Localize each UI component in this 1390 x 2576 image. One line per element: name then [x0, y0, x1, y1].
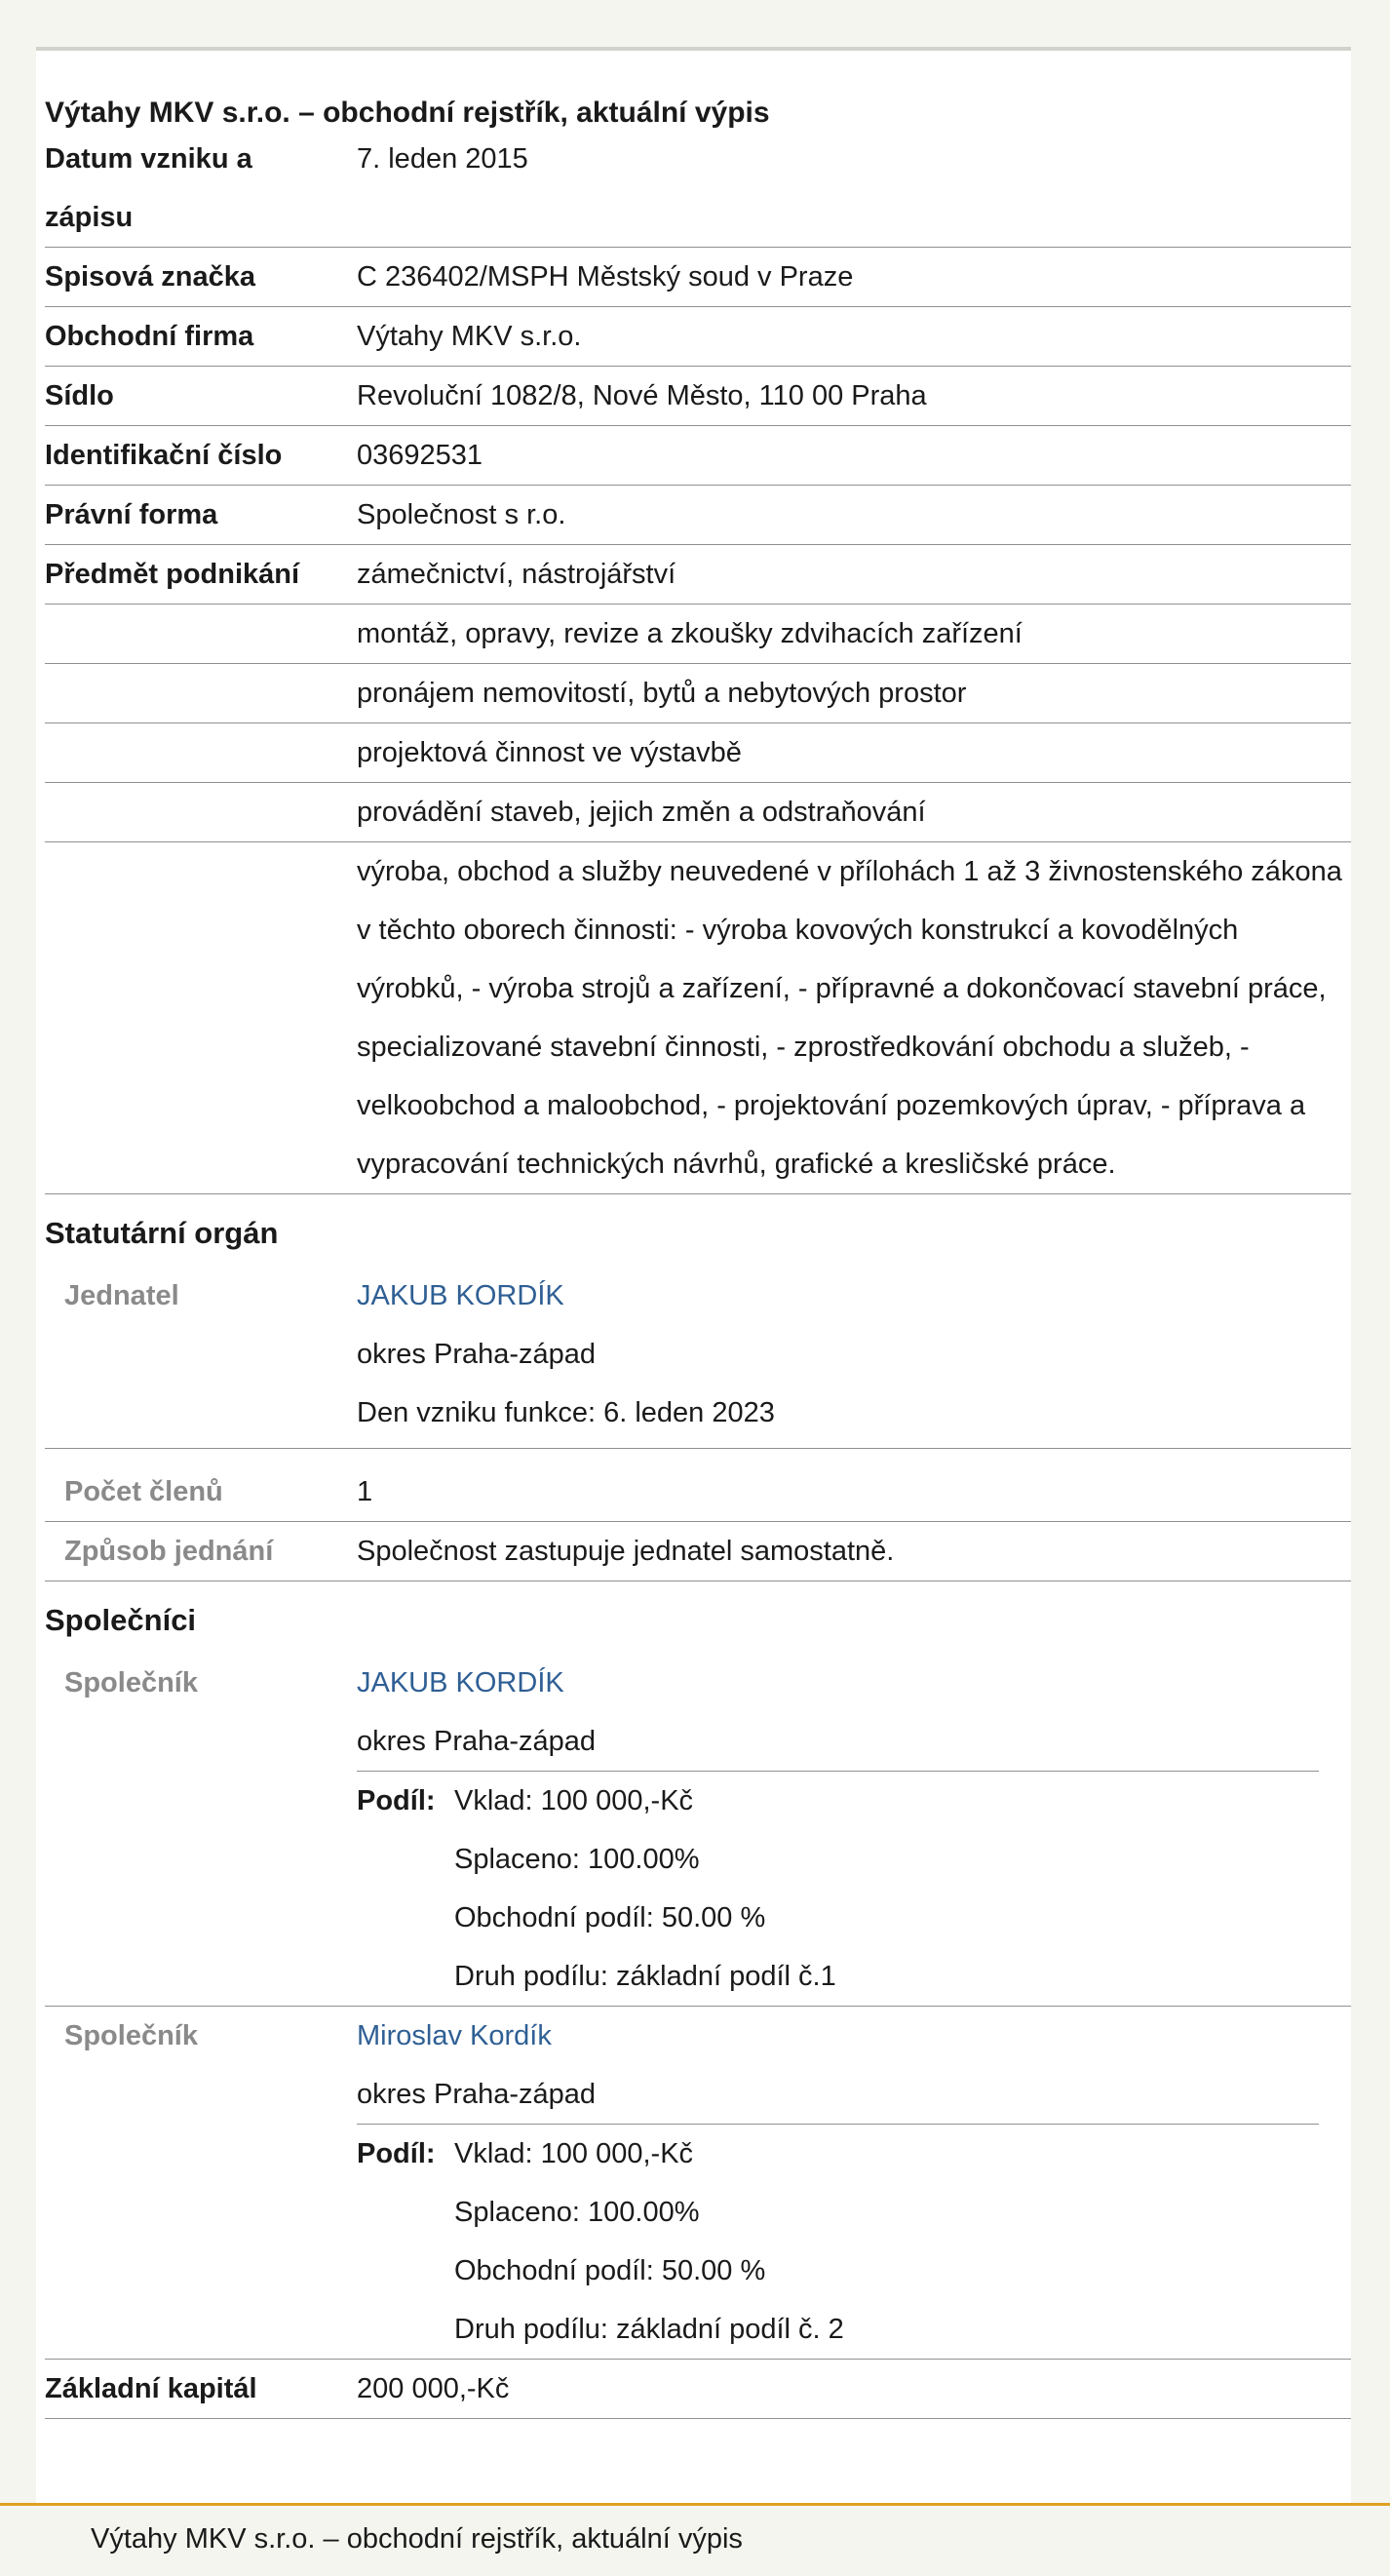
file-number-value: C 236402/MSPH Městský soud v Praze [357, 261, 854, 293]
id-value: 03692531 [357, 440, 483, 471]
firm-value: Výtahy MKV s.r.o. [357, 321, 582, 352]
founding-value: 7. leden 2015 [357, 143, 528, 175]
register-extract [45, 51, 1351, 2419]
partner-share-block [357, 1771, 1319, 2006]
row-business-6 [45, 842, 1351, 1194]
row-id [45, 426, 1351, 486]
row-business-5 [45, 783, 1351, 842]
business-item: provádění staveb, jejich změn a odstraňování [357, 797, 926, 828]
row-statutory-person [45, 1267, 1351, 1449]
partner-district: okres Praha-západ [357, 1726, 597, 1757]
share-kind: Druh podílu: základní podíl č.1 [454, 1961, 836, 1992]
share-label: Podíl: [357, 2138, 436, 2169]
share-percent: Obchodní podíl: 50.00 % [454, 2255, 766, 2286]
row-business-4 [45, 723, 1351, 783]
seat-value: Revoluční 1082/8, Nové Město, 110 00 Praha [357, 380, 927, 411]
members-label: Počet členů [64, 1476, 223, 1507]
founding-label: Datum vzniku a zápisu [45, 143, 252, 233]
members-value: 1 [357, 1476, 373, 1507]
business-label: Předmět podnikání [45, 559, 300, 590]
row-members [45, 1463, 1351, 1522]
share-paid: Splaceno: 100.00% [454, 1844, 700, 1875]
file-number-label: Spisová značka [45, 261, 255, 293]
seat-label: Sídlo [45, 380, 114, 411]
conduct-label: Způsob jednání [64, 1536, 274, 1567]
page-title: Výtahy MKV s.r.o. – obchodní rejstřík, aktuální výpis [45, 97, 770, 129]
share-deposit: Vklad: 100 000,-Kč [454, 1785, 694, 1816]
row-conduct [45, 1522, 1351, 1581]
row-business-2 [45, 605, 1351, 664]
partner-name-link[interactable]: Miroslav Kordík [357, 2020, 552, 2051]
share-paid: Splaceno: 100.00% [454, 2197, 700, 2228]
id-label: Identifikační číslo [45, 440, 283, 471]
capital-label: Základní kapitál [45, 2373, 257, 2404]
firm-label: Obchodní firma [45, 321, 254, 352]
row-business-1 [45, 545, 1351, 605]
partner-role-label: Společník [64, 2020, 198, 2051]
row-capital [45, 2360, 1351, 2419]
capital-value: 200 000,-Kč [357, 2373, 510, 2404]
partner-share-block [357, 2124, 1319, 2359]
statutory-heading: Statutární orgán [45, 1216, 279, 1250]
legal-form-value: Společnost s r.o. [357, 499, 566, 530]
footer-title: Výtahy MKV s.r.o. – obchodní rejstřík, aktuální výpis [91, 2523, 743, 2555]
person-district: okres Praha-západ [357, 1339, 597, 1370]
share-percent: Obchodní podíl: 50.00 % [454, 1902, 766, 1933]
row-business-3 [45, 664, 1351, 723]
business-item: projektová činnost ve výstavbě [357, 737, 742, 768]
role-label: Jednatel [64, 1280, 179, 1311]
conduct-value: Společnost zastupuje jednatel samostatně. [357, 1536, 895, 1567]
row-legal-form [45, 486, 1351, 545]
row-founding [45, 130, 1351, 248]
person-name-link[interactable]: JAKUB KORDÍK [357, 1280, 564, 1311]
legal-form-label: Právní forma [45, 499, 218, 530]
share-kind: Druh podílu: základní podíl č. 2 [454, 2314, 844, 2345]
footer-divider [0, 2503, 1390, 2506]
partner-name-link[interactable]: JAKUB KORDÍK [357, 1667, 564, 1698]
business-item: montáž, opravy, revize a zkoušky zdvihacích zařízení [357, 618, 1023, 649]
partner-district: okres Praha-západ [357, 2079, 597, 2110]
partner-role-label: Společník [64, 1667, 198, 1698]
row-seat [45, 367, 1351, 426]
partner-entry [45, 2007, 1351, 2360]
partner-entry [45, 1654, 1351, 2007]
business-item: zámečnictví, nástrojářství [357, 559, 676, 590]
business-item: pronájem nemovitostí, bytů a nebytových prostor [357, 678, 967, 709]
business-item: výroba, obchod a služby neuvedené v přílohách 1 až 3 živnostenského zákona v těchto oborech činnosti: - výroba kovových konstrukcí a kovodělných výrobků, - výroba strojů a zařízení, - přípravné a dokončovací stavební práce, specializované stavební činnosti, - zprostředkování obchodu a služeb, - velkoobchod a maloobchod, - projektování pozemkových úprav, - příprava a vypracování technických návrhů, grafické a kresličské práce. [357, 856, 1342, 1180]
person-function-date: Den vzniku funkce: 6. leden 2023 [357, 1397, 775, 1428]
partners-heading: Společníci [45, 1603, 197, 1637]
share-label: Podíl: [357, 1785, 436, 1816]
row-file-number [45, 248, 1351, 307]
share-deposit: Vklad: 100 000,-Kč [454, 2138, 694, 2169]
row-firm [45, 307, 1351, 367]
